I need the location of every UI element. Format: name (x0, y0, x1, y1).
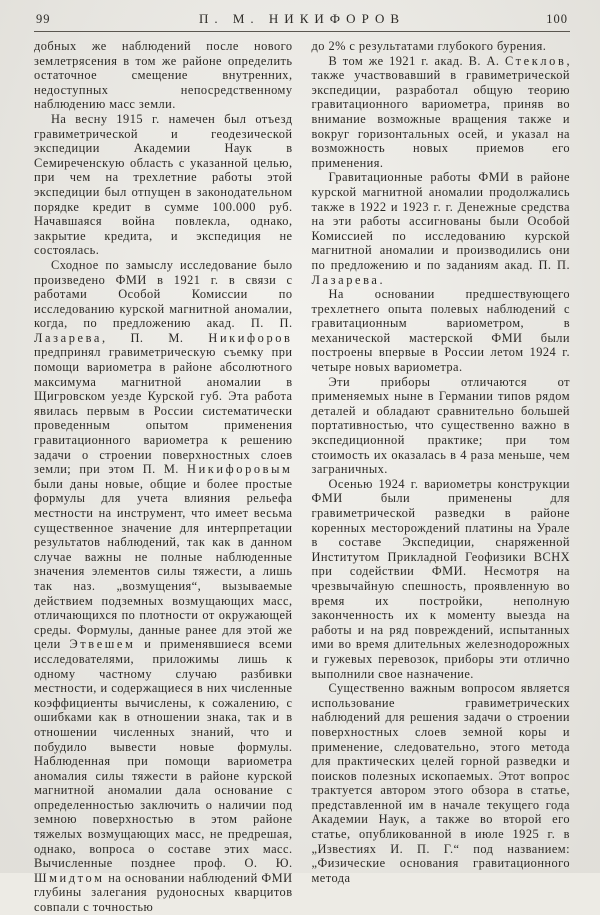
paragraph: Эти приборы отличаются от применяемых ныне в Германии типов рядом деталей и обладают сравнительно большей портативностью, что существенно важно в экспедиционной практике; при том стоимость их оказалась в 4 раза меньше, чем заграничных. (311, 374, 570, 477)
spaced-name: Никифоровым (187, 462, 293, 477)
paragraph: На основании предшествующего трехлетнего опыта полевых наблюдений с гравитационным вариометром, в механической мастерской ФМИ были построены впервые в России летом 1924 г. четыре новых вариометра. (311, 287, 570, 375)
paragraph: В том же 1921 г. акад. В. А. Стеклов, также участвовавший в гравиметрической экспедиции, разработал общую теорию гравитационного вариометра, приняв во внимание возможные вращения также и вокруг горизонтальных осей, и указал на возможность новых приемов его применения. (311, 53, 570, 170)
left-column (34, 39, 293, 915)
spaced-name: Лазарева (34, 330, 102, 345)
spaced-name: Стеклов (504, 53, 567, 68)
right-column (312, 39, 571, 915)
page-header (34, 8, 570, 31)
paragraph: Гравитационные работы ФМИ в районе курской магнитной аномалии продолжались также в 1922 и 1923 г. г. Денежные средства на эти работы ассигнованы были Особой Комиссией по исследованию курской магнитной аномалии и производились они по предложению и по заданиям акад. П. П. Лазарева. (311, 170, 570, 287)
spaced-name: Шмидтом (34, 870, 105, 885)
running-title: П. М. НИКИФОРОВ (198, 11, 406, 26)
paragraph: Осенью 1924 г. вариометры конструкции ФМИ были применены для гравиметрической разведки в районе коренных месторождений платины на Урале в составе Экспедиции, снаряженной Институтом Прикладной Геофизики ВСНХ при содействии ФМИ. Несмотря на чрезвычайную спешность, проявленную во время их постройки, неполную законченность их к моменту выезда на работы и на ряд повреждений, испытанных ими во время длительных железнодорожных и гужевых перевозок, приборы эти отлично выполнили свое назначение. (311, 476, 570, 681)
page-number-left: 99 (36, 12, 51, 26)
spaced-name: Этвешем (69, 637, 136, 652)
paragraph: Сходное по замыслу исследование было произведено ФМИ в 1921 г. в связи с работами Особой Комиссии по исследованию курской магнитной аномалии, когда, по предложению акад. П. П. Лазарева, П. М. Никифоров предпринял гравиметрическую съемку при помощи вариометра в районе абсолютного максимума магнитной аномалии в Щигровском уезде Курской губ. Эта работа явилась первым в России систематически проведенным опытом применения гравитационного вариометра к решению задачи о строении поверхностных слоев земли; при этом П. М. Никифоровым были даны новые, общие и более простые формулы для учета влияния рельефа местности на инструмент, что имеет весьма существенное значение для интерпретации результатов наблюдений, так как в данном случае важны не полные наблюденные значения элементов силы тяжести, а лишь так наз. „возмущения“, вызываемые действием подземных возмущающих масс, отличающихся по плотности от окружающей среды. Формулы, данные ранее для этой же цели Этвешем и применявшиеся всеми исследователями, приложимы лишь к одному частному случаю разбивки местности, и содержащиеся в них численные коэффициенты вычислены, к сожалению, с ошибками как в отношении знака, так и в отношении численных знаний, что и побудило вывести новые формулы. Наблюденная при помощи вариометра аномалия силы тяжести в районе курской магнитной аномалии дала основание с определенностью заключить о наличии под земною поверхностью в этом районе тяжелых возмущающих масс, не предрешая, однако, вопроса о составе этих масс. Вычисленные позднее проф. О. Ю. Шмидтом на основании наблюдений ФМИ глубины залегания рудоносных кварцитов совпали с точностью (34, 257, 293, 915)
spaced-name: Никифоров (208, 330, 293, 345)
paragraph: На весну 1915 г. намечен был отъезд гравиметрической и геодезической экспедиции Академии Наук в Семиреченскую область с указанной целью, при чем на трехлетние работы этой экспедиции был отпущен в законодательном порядке кредит в сумме 100.000 руб. Начавшаяся война повлекла, однако, закрытие кредита, и экспедиция не состоялась. (34, 111, 293, 258)
text-columns (34, 39, 570, 915)
paragraph: до 2% с результатами глубокого бурения. (311, 39, 547, 53)
page-number-right: 100 (546, 12, 568, 26)
paragraph: добных же наблюдений после нового землетрясения в том же районе определить остаточное смещение внутренних, недоступных непосредственному наблюдению масс земли. (34, 39, 293, 112)
spaced-name: Лазарева (311, 272, 380, 287)
header-rule (34, 31, 570, 32)
paragraph: Существенно важным вопросом является использование гравиметрических наблюдений для решения задачи о строении поверхностных слоев земной коры и применение, следовательно, этого метода для практических целей горной разведки и поисков полезных ископаемых. Этот вопрос трактуется автором этого обзора в статье, представленной им в начале текущего года Академии Наук, а также во второй его статье, опубликованной в июле 1925 г. в „Известиях И. П. Г.“ под названием: „Физические основания гравитационного метода (311, 681, 570, 885)
